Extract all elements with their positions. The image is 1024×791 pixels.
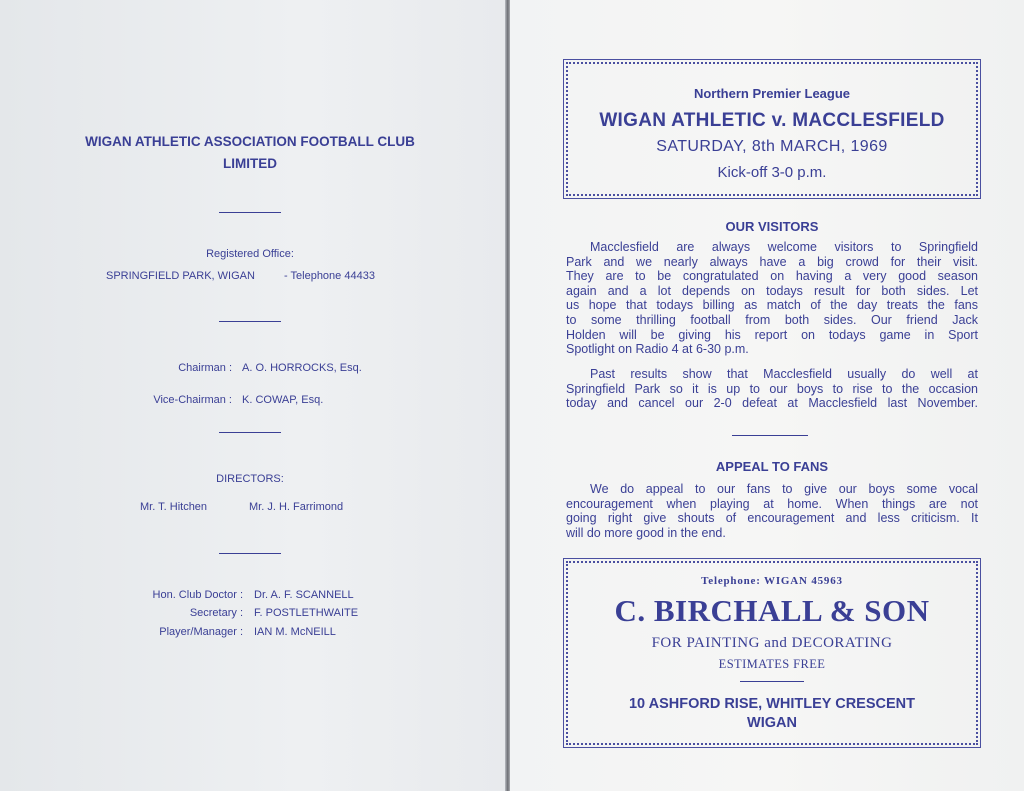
match-date: SATURDAY, 8th MARCH, 1969 bbox=[656, 138, 888, 155]
match-title: WIGAN ATHLETIC v. MACCLESFIELD bbox=[599, 110, 945, 131]
text-line: Park and we nearly always have a big crowd for their visit. bbox=[566, 254, 978, 269]
official-role: Vice-Chairman : bbox=[153, 394, 232, 406]
appeal-paragraph bbox=[566, 482, 978, 540]
text-line: will do more good in the end. bbox=[566, 525, 726, 540]
league-name: Northern Premier League bbox=[693, 86, 851, 101]
text-line: We do appeal to our fans to give our boys some vocal bbox=[590, 482, 978, 496]
advert-business-name: C. BIRCHALL & SON bbox=[614, 593, 930, 628]
club-name: WIGAN ATHLETIC ASSOCIATION FOOTBALL CLUB bbox=[85, 134, 415, 149]
advert-estimates: ESTIMATES FREE bbox=[718, 657, 826, 671]
official-name: A. O. HORROCKS, Esq. bbox=[242, 362, 362, 374]
advert-box bbox=[566, 561, 978, 745]
advert-address: 10 ASHFORD RISE, WHITLEY CRESCENT bbox=[628, 696, 915, 712]
divider bbox=[219, 212, 281, 213]
text-line: today and cancel our 2-0 defeat at Macclesfield last November. bbox=[566, 396, 978, 411]
text-line: to some thrilling football from both sides. Our friend Jack bbox=[566, 312, 978, 327]
staff-role: Secretary : bbox=[189, 607, 243, 619]
registered-office-label: Registered Office: bbox=[206, 248, 294, 260]
divider bbox=[732, 435, 808, 436]
text-line: Holden will be giving his report on todays game in Sport bbox=[566, 327, 978, 342]
staff-role: Player/Manager : bbox=[159, 626, 243, 638]
office-telephone: - Telephone 44433 bbox=[284, 270, 375, 282]
visitors-heading: OUR VISITORS bbox=[725, 219, 819, 234]
divider bbox=[219, 553, 281, 554]
left-page bbox=[0, 0, 507, 791]
staff-name: F. POSTLETHWAITE bbox=[254, 607, 359, 619]
match-header-box bbox=[566, 62, 978, 196]
directors-label: DIRECTORS: bbox=[216, 473, 284, 485]
text-line: They are to be congratulated on having a very good season bbox=[566, 269, 978, 284]
divider bbox=[219, 321, 281, 322]
text-line: Spotlight on Radio 4 at 6-30 p.m. bbox=[566, 342, 749, 357]
director-name: Mr. J. H. Farrimond bbox=[249, 501, 344, 513]
text-line: encouragement when playing at home. When things are not bbox=[566, 496, 978, 511]
text-line: Macclesfield are always welcome visitors to Springfield bbox=[590, 240, 978, 254]
text-line: Past results show that Macclesfield usually do well at bbox=[590, 367, 978, 381]
advert-service: FOR PAINTING and DECORATING bbox=[651, 635, 893, 651]
divider bbox=[219, 432, 281, 433]
advert-telephone: Telephone: WIGAN 45963 bbox=[701, 575, 843, 587]
official-name: K. COWAP, Esq. bbox=[242, 394, 324, 406]
advert-town: WIGAN bbox=[747, 715, 797, 731]
visitors-paragraph-2 bbox=[566, 367, 978, 411]
right-page bbox=[510, 0, 1024, 791]
text-line: again and a lot depends on todays result for both sides. Let bbox=[566, 283, 978, 298]
staff-name: Dr. A. F. SCANNELL bbox=[254, 589, 354, 601]
text-line: us hope that todays billing as match of the day treats the fans bbox=[566, 298, 978, 313]
staff-role: Hon. Club Doctor : bbox=[152, 589, 243, 601]
club-name-suffix: LIMITED bbox=[223, 156, 277, 171]
kickoff-time: Kick-off 3-0 p.m. bbox=[717, 164, 827, 181]
text-line: Springfield Park so it is up to our boys to rise to the occasion bbox=[566, 381, 978, 396]
director-name: Mr. T. Hitchen bbox=[140, 501, 208, 513]
office-address: SPRINGFIELD PARK, WIGAN bbox=[106, 270, 255, 282]
appeal-heading: APPEAL TO FANS bbox=[715, 459, 829, 474]
visitors-paragraph bbox=[566, 240, 978, 357]
text-line: going right give shouts of encouragement and less criticism. It bbox=[566, 511, 978, 526]
official-role: Chairman : bbox=[178, 362, 232, 374]
staff-name: IAN M. McNEILL bbox=[254, 626, 336, 638]
advert-divider bbox=[740, 681, 804, 682]
